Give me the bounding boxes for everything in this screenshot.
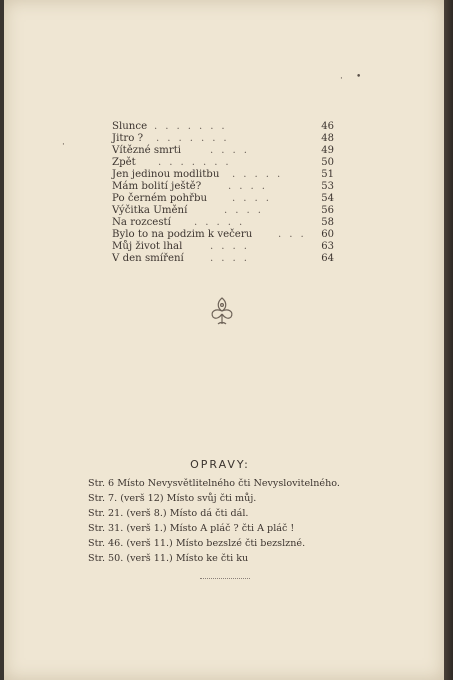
- page-edge: [444, 0, 453, 680]
- toc-title: V den smíření: [112, 253, 184, 264]
- toc-title: Výčitka Umění: [112, 205, 188, 216]
- errata-line: Str. 31. (verš 1.) Místo A pláč ? čti A pláč !: [88, 523, 295, 534]
- toc-leader: ....: [210, 253, 255, 264]
- toc-leader: ....: [210, 145, 255, 156]
- floral-ornament-icon: [207, 294, 237, 328]
- errata-line: Str. 6 Místo Nevysvětlitelného čti Nevyslovitelného.: [88, 478, 340, 489]
- toc-entry: [112, 193, 348, 205]
- toc-page-number: 64: [321, 253, 334, 264]
- toc-title: Po černém pohřbu: [112, 193, 208, 204]
- toc-title: Slunce: [112, 121, 148, 132]
- decorative-rule: [200, 578, 250, 579]
- toc-page-number: 56: [321, 205, 334, 216]
- toc-leader: .....: [232, 169, 289, 180]
- toc-entry: [112, 253, 348, 265]
- toc-leader: .....: [194, 217, 251, 228]
- errata-line: Str. 46. (verš 11.) Místo bezslzé čti bezslzné.: [88, 538, 306, 549]
- toc-leader: ....: [232, 193, 277, 204]
- toc-entry: [112, 205, 348, 217]
- toc-title: Zpět: [112, 157, 136, 168]
- toc-leader: ...: [278, 229, 312, 240]
- errata-heading: OPRAVY:: [190, 458, 250, 471]
- toc-page-number: 63: [321, 241, 334, 252]
- toc-entry: [112, 157, 348, 169]
- toc-page-number: 60: [321, 229, 334, 240]
- toc-leader: .......: [156, 133, 235, 144]
- toc-entry: [112, 145, 348, 157]
- toc-leader: ....: [228, 181, 273, 192]
- toc-page-number: 54: [321, 193, 334, 204]
- toc-title: Jitro ?: [112, 133, 144, 144]
- toc-title: Mám bolití ještě?: [112, 181, 202, 192]
- table-of-contents: [112, 121, 348, 265]
- toc-entry: [112, 217, 348, 229]
- toc-leader: ....: [224, 205, 269, 216]
- toc-title: Bylo to na podzim k večeru: [112, 229, 253, 240]
- print-speck: •: [356, 72, 362, 82]
- errata-list: [88, 476, 348, 566]
- toc-title: Jen jedinou modlitbu: [112, 169, 220, 180]
- toc-title: Na rozcestí: [112, 217, 171, 228]
- toc-page-number: 58: [321, 217, 334, 228]
- toc-page-number: 46: [321, 121, 334, 132]
- toc-leader: .......: [158, 157, 237, 168]
- toc-entry: [112, 121, 348, 133]
- toc-page-number: 51: [321, 169, 334, 180]
- toc-leader: ....: [210, 241, 255, 252]
- print-speck: ·: [62, 140, 65, 150]
- toc-page-number: 49: [321, 145, 334, 156]
- toc-entry: [112, 241, 348, 253]
- errata-line: Str. 7. (verš 12) Místo svůj čti můj.: [88, 493, 257, 504]
- toc-leader: .......: [154, 121, 233, 132]
- toc-page-number: 50: [321, 157, 334, 168]
- toc-entry: [112, 169, 348, 181]
- toc-page-number: 48: [321, 133, 334, 144]
- toc-entry: [112, 133, 348, 145]
- toc-entry: [112, 181, 348, 193]
- errata-line: Str. 50. (verš 11.) Místo ke čti ku: [88, 553, 249, 564]
- toc-entry: [112, 229, 348, 241]
- toc-title: Můj život lhal: [112, 241, 183, 252]
- toc-title: Vítězné smrti: [112, 145, 182, 156]
- print-speck: ·: [340, 74, 343, 84]
- errata-line: Str. 21. (verš 8.) Místo dá čti dál.: [88, 508, 249, 519]
- toc-page-number: 53: [321, 181, 334, 192]
